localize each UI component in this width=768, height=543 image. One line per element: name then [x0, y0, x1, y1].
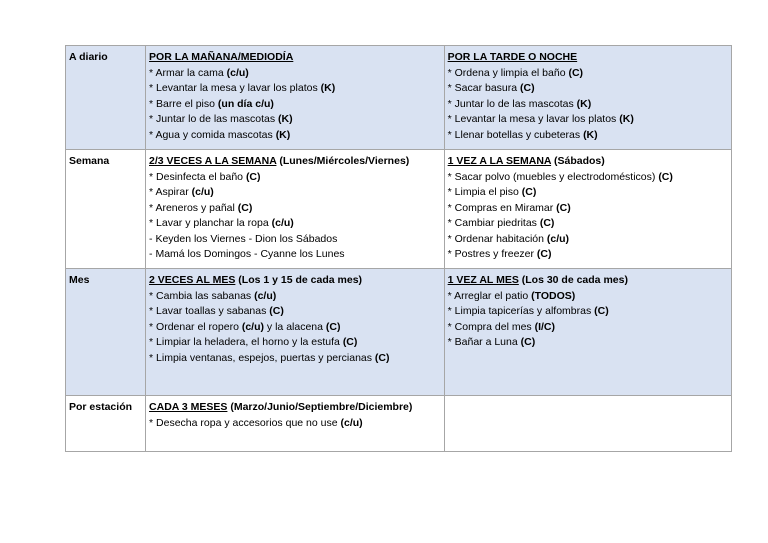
- row-monthly: [66, 269, 732, 396]
- task-item: [149, 289, 441, 305]
- task-item: [149, 201, 441, 217]
- task-text: * Aspirar: [149, 186, 192, 198]
- heading-note: (Los 1 y 15 de cada mes): [235, 274, 363, 286]
- row-label: Por estación: [66, 396, 146, 452]
- assignee-tag: (c/u): [191, 186, 214, 198]
- assignee-tag: (TODOS): [531, 289, 576, 302]
- task-text: * Cambia las sabanas: [149, 289, 255, 302]
- cell-heading: [149, 273, 441, 289]
- task-item: [448, 335, 728, 351]
- task-text: * Postres y freezer: [447, 248, 537, 260]
- task-item: [448, 320, 728, 336]
- cell-heading: [149, 50, 441, 66]
- task-item: [149, 247, 441, 263]
- task-item: [448, 97, 728, 113]
- assignee-tag: (C): [237, 201, 253, 214]
- chores-table: [65, 45, 732, 452]
- assignee-tag: (C): [342, 336, 358, 348]
- task-text: * Ordenar habitación: [447, 232, 547, 245]
- task-text: * Lavar toallas y sabanas: [149, 305, 270, 317]
- task-text: * Desinfecta el baño: [149, 170, 246, 183]
- assignee-tag: (un día c/u): [217, 97, 274, 110]
- assignee-tag: (I/C): [534, 320, 556, 333]
- heading-note: (Marzo/Junio/Septiembre/Diciembre): [227, 401, 413, 413]
- assignee-tag: (K): [619, 113, 634, 125]
- assignee-tag: (K): [320, 82, 336, 94]
- cell-heading: [448, 154, 728, 170]
- task-text: * Levantar la mesa y lavar los platos: [447, 113, 620, 125]
- heading-text: 1 VEZ A LA SEMANA: [447, 155, 552, 167]
- assignee-tag: (c/u): [546, 232, 570, 245]
- task-text: * Compra del mes: [447, 320, 535, 333]
- row-seasonal: [66, 396, 732, 452]
- cell-heading: [149, 400, 441, 416]
- task-text: * Barre el piso: [149, 97, 218, 110]
- assignee-tag: (C): [520, 336, 536, 348]
- task-item: [448, 66, 728, 82]
- assignee-tag: (K): [576, 97, 592, 110]
- task-item: [149, 216, 441, 232]
- heading-text: 2/3 VECES A LA SEMANA: [149, 155, 277, 167]
- cell-right: [444, 269, 731, 396]
- assignee-tag: (C): [536, 248, 552, 260]
- assignee-tag: (C): [520, 82, 535, 94]
- assignee-tag: (C): [594, 305, 609, 317]
- cell-right: [444, 396, 731, 452]
- cell-left: [146, 269, 445, 396]
- heading-text: CADA 3 MESES: [149, 401, 228, 413]
- task-item: [448, 81, 728, 97]
- cell-heading: [448, 50, 728, 66]
- task-item: [149, 112, 441, 128]
- task-text: * Juntar lo de las mascotas: [447, 97, 577, 110]
- row-label: Mes: [66, 269, 146, 396]
- task-item: [448, 201, 728, 217]
- task-item: [448, 216, 728, 232]
- task-text: * Ordenar el ropero: [149, 320, 242, 333]
- task-item: [448, 247, 728, 263]
- row-label: Semana: [66, 150, 146, 269]
- task-text: * Areneros y pañal: [149, 201, 238, 214]
- task-item: [149, 170, 441, 186]
- task-text: y la alacena: [264, 320, 326, 333]
- assignee-tag: (C): [269, 305, 284, 317]
- heading-text: 1 VEZ AL MES: [447, 274, 519, 286]
- assignee-tag: (K): [278, 113, 293, 125]
- heading-note: (Sábados): [551, 155, 605, 167]
- task-item: [448, 170, 728, 186]
- task-item: [149, 304, 441, 320]
- assignee-tag: (c/u): [271, 217, 294, 229]
- heading-note: (Lunes/Miércoles/Viernes): [276, 155, 410, 167]
- task-item: [149, 185, 441, 201]
- task-text: * Ordena y limpia el baño: [447, 66, 569, 79]
- row-daily: [66, 46, 732, 150]
- task-text: * Juntar lo de las mascotas: [149, 113, 279, 125]
- task-text: * Limpia el piso: [447, 186, 522, 198]
- assignee-tag: (K): [583, 128, 598, 141]
- cell-right: [444, 46, 731, 150]
- assignee-tag: (C): [539, 217, 555, 229]
- task-text: * Limpia ventanas, espejos, puertas y percianas: [149, 351, 375, 364]
- assignee-tag: (C): [325, 320, 341, 333]
- task-item: [448, 304, 728, 320]
- task-item: [149, 351, 441, 367]
- task-item: [149, 97, 441, 113]
- task-text: * Lavar y planchar la ropa: [149, 217, 272, 229]
- task-text: * Sacar polvo (muebles y electrodomésticos): [447, 170, 659, 183]
- task-text: - Keyden los Viernes - Dion los Sábados: [149, 232, 338, 245]
- task-text: * Llenar botellas y cubeteras: [447, 128, 584, 141]
- task-text: * Armar la cama: [149, 66, 227, 79]
- assignee-tag: (K): [275, 128, 291, 141]
- task-item: [149, 320, 441, 336]
- assignee-tag: (c/u): [254, 289, 277, 302]
- task-text: * Limpia tapicerías y alfombras: [447, 305, 595, 317]
- task-item: [149, 81, 441, 97]
- heading-text: POR LA TARDE O NOCHE: [447, 51, 578, 63]
- row-label: A diario: [66, 46, 146, 150]
- cell-right: [444, 150, 731, 269]
- assignee-tag: (c/u): [226, 66, 249, 79]
- assignee-tag: (c/u): [340, 416, 363, 429]
- task-item: [448, 289, 728, 305]
- assignee-tag: (C): [658, 170, 673, 183]
- assignee-tag: (C): [374, 351, 390, 364]
- task-text: * Cambiar piedritas: [447, 217, 540, 229]
- assignee-tag: (C): [521, 186, 537, 198]
- cell-left: [146, 150, 445, 269]
- cell-heading: [448, 273, 728, 289]
- cell-left: [146, 396, 445, 452]
- task-text: * Arreglar el patio: [447, 289, 532, 302]
- chores-table-body: [66, 46, 732, 452]
- task-item: [149, 335, 441, 351]
- task-item: [448, 185, 728, 201]
- assignee-tag: (c/u): [241, 320, 265, 333]
- heading-text: POR LA MAÑANA/MEDIODÍA: [149, 51, 294, 63]
- task-text: * Limpiar la heladera, el horno y la estufa: [149, 336, 343, 348]
- heading-text: 2 VECES AL MES: [149, 274, 236, 286]
- task-text: * Bañar a Luna: [447, 336, 521, 348]
- task-text: * Sacar basura: [447, 82, 521, 94]
- heading-note: (Los 30 de cada mes): [518, 274, 628, 286]
- task-item: [448, 112, 728, 128]
- assignee-tag: (C): [245, 170, 261, 183]
- task-text: * Levantar la mesa y lavar los platos: [149, 82, 321, 94]
- task-text: - Mamá los Domingos - Cyanne los Lunes: [149, 248, 345, 260]
- task-item: [149, 66, 441, 82]
- task-item: [149, 416, 441, 432]
- task-item: [149, 232, 441, 248]
- task-text: * Agua y comida mascotas: [149, 128, 276, 141]
- task-text: * Compras en Miramar: [447, 201, 557, 214]
- task-item: [448, 232, 728, 248]
- row-weekly: [66, 150, 732, 269]
- task-text: * Desecha ropa y accesorios que no use: [149, 416, 341, 429]
- cell-left: [146, 46, 445, 150]
- assignee-tag: (C): [556, 201, 571, 214]
- cell-heading: [149, 154, 441, 170]
- task-item: [448, 128, 728, 144]
- assignee-tag: (C): [568, 66, 584, 79]
- task-item: [149, 128, 441, 144]
